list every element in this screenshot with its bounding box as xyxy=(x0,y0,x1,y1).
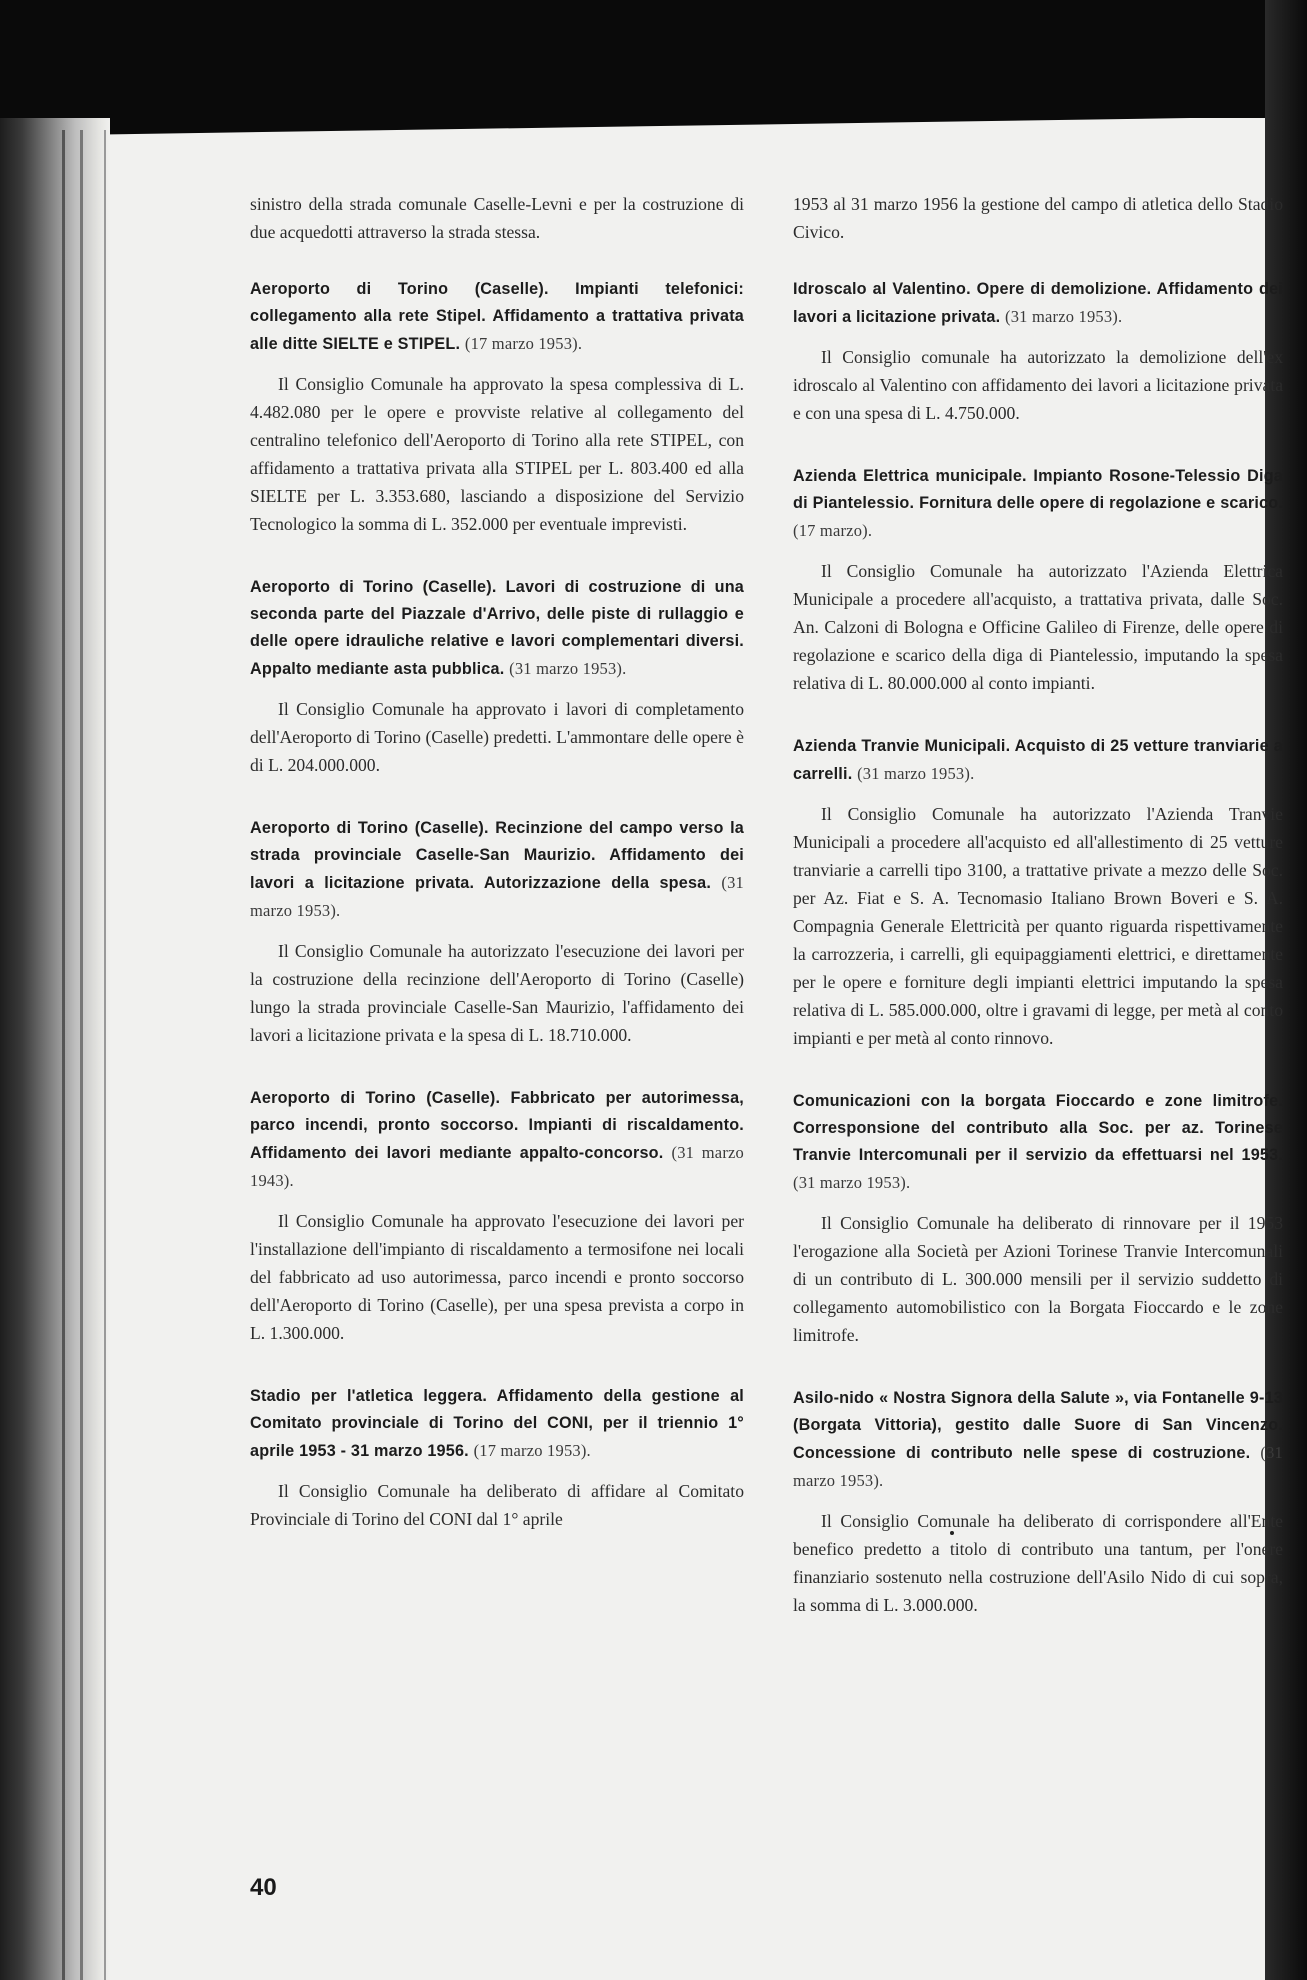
scan-binding-line xyxy=(80,130,83,1980)
scan-binding-shadow xyxy=(0,118,110,1980)
entry-stadio-atletica xyxy=(250,1383,744,1533)
page-number: 40 xyxy=(250,1874,277,1901)
entry-heading: Stadio per l'atletica leggera. Affidamento della gestione al Comitato provinciale di Torino del CONI, per il triennio 1° aprile 1953 - 31 marzo 1956. (17 marzo 1953). xyxy=(250,1387,744,1460)
entry-azienda-elettrica xyxy=(793,463,1283,697)
entry-aeroporto-piazzale-arrivo xyxy=(250,574,744,779)
entry-body: Il Consiglio Comunale ha deliberato di affidare al Comitato Provinciale di Torino del CONI dal 1° aprile xyxy=(250,1481,744,1529)
entry-heading: Aeroporto di Torino (Caselle). Impianti telefonici: collegamento alla rete Stipel. Affidamento a trattativa privata alle ditte SIELTE e STIPEL. (17 marzo 1953). xyxy=(250,280,744,353)
continuation-text: sinistro della strada comunale Caselle-Levni e per la costruzione di due acquedotti attraverso la strada stessa. xyxy=(250,194,744,242)
scan-binding-line xyxy=(104,130,106,1980)
entry-heading: Azienda Elettrica municipale. Impianto Rosone-Telessio Diga di Piantelessio. Fornitura delle opere di regolazione e scarico. (17 marzo). xyxy=(793,467,1283,540)
entry-date: (31 marzo 1953). xyxy=(509,659,627,678)
entry-borgata-fioccardo xyxy=(793,1088,1283,1349)
entry-heading: Aeroporto di Torino (Caselle). Fabbricato per autorimessa, parco incendi, pronto soccorso. Impianti di riscaldamento. Affidamento dei lavori mediante appalto-concorso. (31 marzo 1943). xyxy=(250,1089,744,1190)
entry-date: (31 marzo 1953). xyxy=(1005,307,1123,326)
entry-aeroporto-impianti-telefonici xyxy=(250,276,744,538)
left-column xyxy=(250,190,744,1533)
entry-body: Il Consiglio comunale ha autorizzato la demolizione dell'ex idroscalo al Valentino con affidamento dei lavori a licitazione privata e con una spesa di L. 4.750.000. xyxy=(793,347,1283,423)
entry-date: (31 marzo 1953). xyxy=(857,764,975,783)
entry-date: (31 marzo 1953). xyxy=(793,1173,911,1192)
continuation-text: 1953 al 31 marzo 1956 la gestione del campo di atletica dello Stadio Civico. xyxy=(793,194,1283,242)
entry-date: (31 marzo 1953). xyxy=(250,873,744,920)
entry-date: (17 marzo 1953). xyxy=(473,1441,591,1460)
entry-date: (17 marzo 1953). xyxy=(464,334,583,353)
entry-azienda-tranvie xyxy=(793,733,1283,1052)
entry-heading: Azienda Tranvie Municipali. Acquisto di 25 vetture tranviarie a carrelli. (31 marzo 1953). xyxy=(793,737,1283,783)
entry-heading: Asilo-nido « Nostra Signora della Salute », via Fontanelle 9-13 (Borgata Vittoria), gestito dalle Suore di San Vincenzo. Concessione di contributo nelle spese di costruzione. (31 marzo 1953). xyxy=(793,1389,1283,1490)
entry-body: Il Consiglio Comunale ha approvato i lavori di completamento dell'Aeroporto di Torino (Caselle) predetti. L'ammontare delle opere è di L. 204.000.000. xyxy=(250,699,744,775)
entry-body: Il Consiglio Comunale ha deliberato di rinnovare per il 1953 l'erogazione alla Società per Azioni Torinese Tranvie Intercomunali di un contributo di L. 300.000 mensili per il servizio suddetto di collegamento automobilistico con la Borgata Fioccardo e le zone limitrofe. xyxy=(793,1213,1283,1345)
entry-body: Il Consiglio Comunale ha approvato l'esecuzione dei lavori per l'installazione dell'impianto di riscaldamento a termosifone nei locali del fabbricato ad uso autorimessa, parco incendi e pronto soccorso dell'Aeroporto di Torino (Caselle), per una spesa prevista a corpo in L. 1.300.000. xyxy=(250,1211,744,1343)
entry-body: Il Consiglio Comunale ha autorizzato l'Azienda Elettrica Municipale a procedere all'acquisto, a trattativa privata, dalle Soc. An. Calzoni di Bologna e Officine Galileo di Firenze, delle opere di regolazione e scarico della diga di Piantelessio, imputando la spesa relativa di L. 80.000.000 al conto impianti. xyxy=(793,561,1283,693)
entry-body: Il Consiglio Comunale ha approvato la spesa complessiva di L. 4.482.080 per le opere e provviste relative al collegamento del centralino telefonico dell'Aeroporto di Torino alla rete STIPEL, con affidamento a trattativa privata alla STIPEL per L. 803.400 ed alla SIELTE per L. 3.353.680, lasciando a disposizione del Servizio Tecnologico la somma di L. 352.000 per eventuale imprevisti. xyxy=(250,374,744,534)
entry-idroscalo-valentino xyxy=(793,276,1283,427)
scan-binding-line xyxy=(62,130,65,1980)
entry-heading: Idroscalo al Valentino. Opere di demolizione. Affidamento dei lavori a licitazione privata. (31 marzo 1953). xyxy=(793,280,1283,326)
entry-date: (31 marzo 1943). xyxy=(250,1143,744,1190)
right-column xyxy=(793,190,1283,1619)
entry-asilo-nido xyxy=(793,1385,1283,1619)
entry-aeroporto-fabbricato xyxy=(250,1085,744,1347)
entry-heading: Aeroporto di Torino (Caselle). Lavori di costruzione di una seconda parte del Piazzale d'Arrivo, delle piste di rullaggio e delle opere idrauliche relative e lavori complementari diversi. Appalto mediante asta pubblica. (31 marzo 1953). xyxy=(250,578,744,678)
entry-heading: Comunicazioni con la borgata Fioccardo e zone limitrofe. Corresponsione del contributo alla Soc. per az. Torinese Tranvie Intercomunali per il servizio da effettuarsi nel 1953. (31 marzo 1953). xyxy=(793,1092,1283,1192)
stray-dot-mark xyxy=(950,1531,954,1535)
entry-body: Il Consiglio Comunale ha autorizzato l'esecuzione dei lavori per la costruzione della recinzione dell'Aeroporto di Torino (Caselle) lungo la strada provinciale Caselle-San Maurizio, l'affidamento dei lavori a licitazione privata e la spesa di L. 18.710.000. xyxy=(250,941,744,1045)
entry-heading: Aeroporto di Torino (Caselle). Recinzione del campo verso la strada provinciale Caselle-San Maurizio. Affidamento dei lavori a licitazione privata. Autorizzazione della spesa. (31 marzo 1953). xyxy=(250,819,744,920)
scan-top-border xyxy=(0,0,1307,118)
entry-date: (31 marzo 1953). xyxy=(793,1443,1283,1490)
entry-date: (17 marzo). xyxy=(793,521,873,540)
entry-body: Il Consiglio Comunale ha deliberato di corrispondere all'Ente benefico predetto a titolo di contributo una tantum, per l'onere finanziario sostenuto nella costruzione dell'Asilo Nido di cui sopra, la somma di L. 3.000.000. xyxy=(793,1511,1283,1615)
entry-body: Il Consiglio Comunale ha autorizzato l'Azienda Tranvie Municipali a procedere all'acquisto ed all'allestimento di 25 vetture tranviarie a carrelli tipo 3100, a trattative private a mezzo delle Soc. per Az. Fiat e S. A. Tecnomasio Italiano Brown Boveri e S. A. Compagnia Generale Elettricità per quanto riguarda rispettivamente la carrozzeria, i carrelli, gli equipaggiamenti elettrici, e direttamente per le opere e forniture degli impianti elettrici imputando la spesa relativa di L. 585.000.000, oltre i gravami di legge, per metà al conto impianti e per metà al conto rinnovo. xyxy=(793,804,1283,1048)
entry-aeroporto-recinzione xyxy=(250,815,744,1049)
